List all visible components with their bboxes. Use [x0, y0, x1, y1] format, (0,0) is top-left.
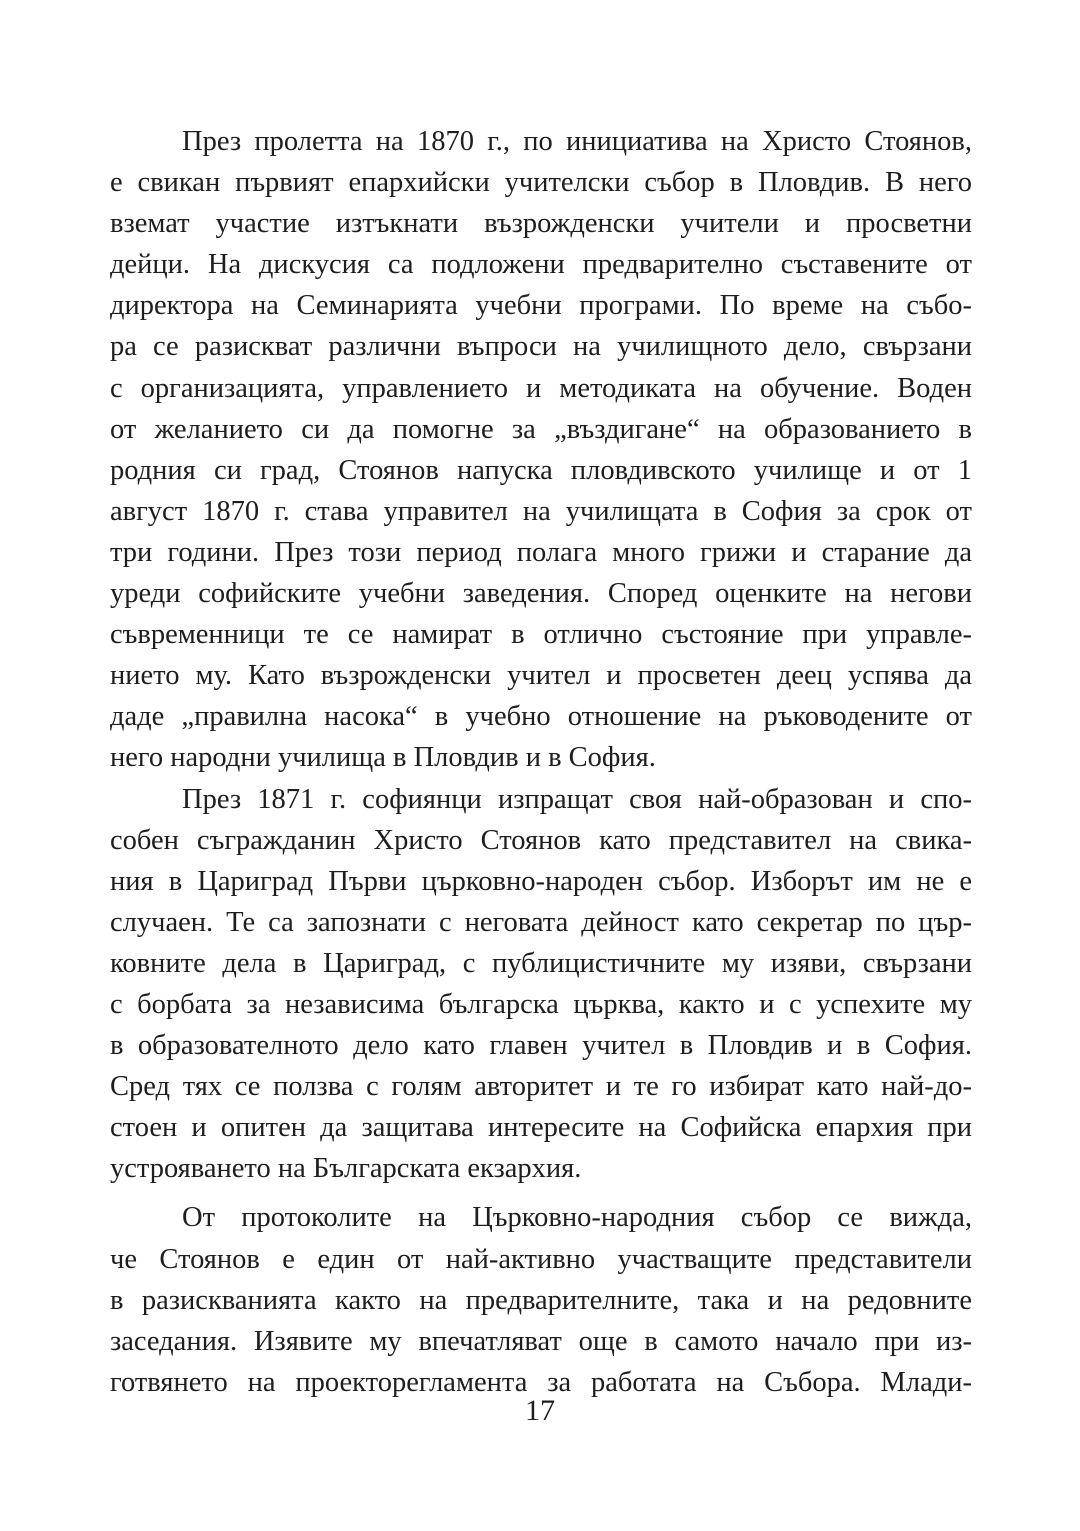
paragraph-3-line-3: в разискванията както на предварителните, така и на редовните	[110, 1284, 972, 1316]
paragraph-2-line-5: ковните дела в Цариград, с публицистичните му изяви, свързани	[110, 947, 972, 979]
paragraph-2-line-8: Сред тях се ползва с голям авторитет и те го избират като най-до-	[110, 1071, 972, 1103]
paragraph-1-line-10: август 1870 г. става управител на училищата в София за срок от	[110, 495, 972, 527]
paragraph-3-line-1: От протоколите на Църковно-народния събор се вижда,	[182, 1202, 972, 1234]
paragraph-3-line-4: заседания. Изявите му впечатляват още в самото начало при из-	[110, 1325, 972, 1357]
paragraph-3-line-5: готвянето на проекторегламента за работата на Събора. Млади-	[110, 1366, 972, 1398]
paragraph-2-line-1: През 1871 г. софиянци изпращат своя най-образован и спо-	[182, 783, 972, 815]
body-text	[110, 121, 972, 1403]
paragraph-1-line-5: директора на Семинарията учебни програми. По време на събо-	[110, 290, 972, 322]
paragraph-2-line-9: стоен и опитен да защитава интересите на Софийска епархия при	[110, 1112, 972, 1144]
paragraph-1-line-3: вземат участие изтъкнати възрожденски учители и просветни	[110, 208, 972, 240]
paragraph-2-line-7: в образователното дело като главен учител в Пловдив и в София.	[110, 1030, 972, 1062]
paragraph-1-line-1: През пролетта на 1870 г., по инициатива на Христо Стоянов,	[182, 126, 972, 157]
page-number: 17	[525, 1394, 555, 1427]
paragraph-1-line-15: даде „правилна насока“ в учебно отношение на ръководените от	[110, 701, 972, 733]
paragraph-1-line-11: три години. През този период полага много грижи и старание да	[110, 536, 972, 568]
paragraph-1-line-2: е свикан първият епархийски учителски събор в Пловдив. В него	[110, 167, 972, 199]
paragraph-1-line-8: от желанието си да помогне за „въздигане“ на образованието в	[110, 413, 972, 445]
paragraph-1-line-14: нието му. Като възрожденски учител и просветен деец успява да	[110, 660, 972, 692]
paragraph-1-line-16: него народни училища в Пловдив и в София.	[110, 742, 656, 774]
paragraph-1-line-9: родния си град, Стоянов напуска пловдивското училище и от 1	[110, 454, 972, 486]
paragraph-2-line-3: ния в Цариград Първи църковно-народен събор. Изборът им не е	[110, 865, 972, 897]
paragraph-2-line-4: случаен. Те са запознати с неговата дейност като секретар по цър-	[110, 906, 972, 938]
paragraph-1-line-4: дейци. На дискусия са подложени предварително съставените от	[110, 249, 972, 281]
paragraph-1-line-13: съвременници те се намират в отлично състояние при управле-	[110, 619, 972, 651]
paragraph-3-line-2: че Стоянов е един от най-активно участващите представители	[110, 1243, 972, 1275]
paragraph-2-line-6: с борбата за независима българска църква, както и с успехите му	[110, 988, 972, 1020]
paragraph-2-line-10: устрояването на Българската екзархия.	[110, 1153, 582, 1185]
paragraph-1-line-6: ра се разискват различни въпроси на училищното дело, свързани	[110, 331, 972, 363]
paragraph-gap	[110, 1189, 972, 1197]
paragraph-1-line-12: уреди софийските учебни заведения. Според оценките на негови	[110, 578, 972, 610]
paragraph-1-line-7: с организацията, управлението и методиката на обучение. Воден	[110, 372, 972, 404]
paragraph-2-line-2: собен съгражданин Христо Стоянов като представител на свика-	[110, 824, 972, 856]
